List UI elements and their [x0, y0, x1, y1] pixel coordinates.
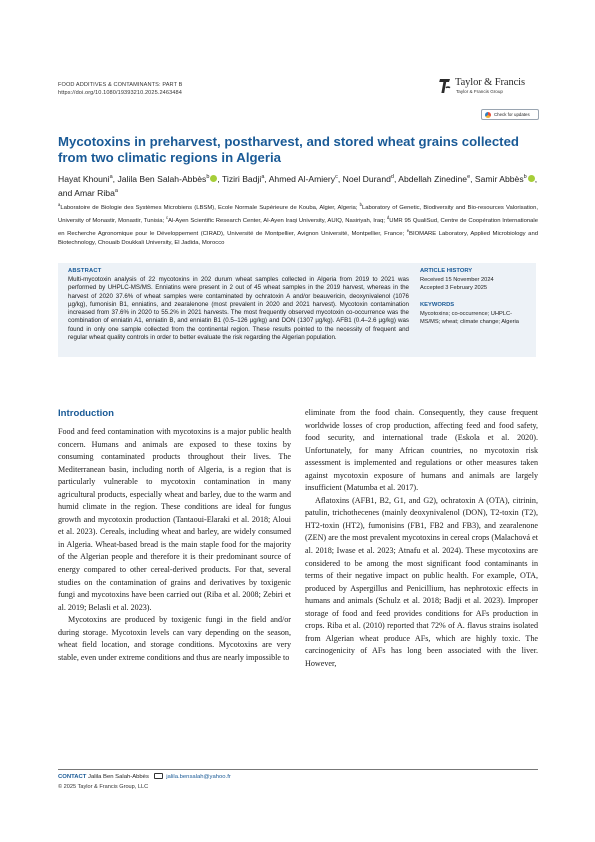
- check-updates-button[interactable]: [481, 109, 539, 120]
- contact-name: Jalila Ben Salah-Abbès: [88, 774, 149, 780]
- author-list: Hayat Khouni$^a$, Jalila Ben Salah-Abbès$^b$ , Tiziri Badji$^a$, Ahmed Al-Amiery$^c$, Noel Durand$^d$, Abdellah Zinedine$^e$, Samir Abbès$^b$ , and Amar Riba$^a$: [58, 173, 538, 199]
- author-affiliation-mark: b: [206, 174, 210, 180]
- body-column-left: [58, 426, 291, 664]
- affiliation-mark: a: [58, 202, 61, 207]
- contact-line: [58, 773, 231, 780]
- affiliation-mark: b: [359, 202, 362, 207]
- affiliation-mark: e: [406, 228, 410, 234]
- accepted-date: Accepted 3 February 2025: [420, 285, 488, 291]
- author-affiliation-mark: d: [390, 174, 394, 180]
- keywords-text: Mycotoxins; co-occurrence; UHPLC-MS/MS; wheat; climate change; Algeria: [420, 311, 519, 326]
- author-name: Abdellah Zinedine: [398, 173, 468, 184]
- author-affiliation-mark: c: [335, 174, 338, 180]
- author-name: Jalila Ben Salah-Abbès: [117, 173, 207, 184]
- author-name: Samir Abbès: [474, 173, 524, 184]
- footer-divider: [58, 769, 538, 770]
- affiliation-mark: d: [386, 215, 390, 221]
- orcid-icon[interactable]: [528, 175, 535, 182]
- author-name: Hayat Khouni: [58, 173, 110, 184]
- journal-name: FOOD ADDITIVES & CONTAMINANTS: PART B: [58, 82, 183, 88]
- affiliation-mark: c: [165, 215, 169, 221]
- publisher-logo: [438, 76, 540, 98]
- publisher-name: Taylor & Francis: [455, 77, 525, 88]
- email-icon: [154, 773, 163, 779]
- author-affiliation-mark: a: [109, 174, 113, 180]
- abstract-text: Multi-mycotoxin analysis of 22 mycotoxins in 202 durum wheat samples collected in Algeria from 2019 to 2021 was performed by UHPLC-MS/MS. Enniatins were present in 2 out of 45 wheat samples in the 2019 harvest, whereas in the harvest of 2020 37.6% of wheat samples were contaminated by ochratoxin A and/or beauvericin, deoxynivalenol (1076 µg/kg), fumonisin B1, enniatins, and zearalenone (most prevalent in 2020 and 2021 harvest). Mycotoxin contamination increased from 37.6% in 2020 to 55.2% in 2021 harvests. The most frequently observed mycotoxin co-occurrence was the combination of enniatin A1, enniatin B, and enniatin B1 (0.5–126 µg/kg) and DON (1307 µg/kg). AFB1 (0.4–2.6 µg/kg) was found in only one sample collected from the continental region. These results pointed to the necessity of frequent and regular wheat quality controls in order to better evaluate the risk regarding the Algerian population.: [68, 276, 409, 342]
- affiliations: [58, 200, 538, 248]
- body-paragraph: Aflatoxins (AFB1, B2, G1, and G2), ochratoxin A (OTA), citrinin, patulin, trichothecenes (mainly deoxynivalenol (DON), T2-toxin (T2), HT2-toxin (HT2), fumonisins (FB1, FB2 and FB3), and zearalenone (ZEN) are the most prevalent mycotoxins in cereal crops (Malachová et al. 2018; Iwase et al. 2023; Atnafu et al. 2024). These mycotoxins are considered to be among the most significant food contaminants in terms of their negative impact on public health. For example, OTA, produced by Aspergillus and Penicillium, has nephrotoxic effects in humans and animals (Schulz et al. 2018; Badji et al. 2023). Improper storage of food and feed provides conditions for AFs production in crops. Riba et al. (2010) reported that 72% of A. flavus strains isolated from Algerian wheat produce AFs, which are highly toxic. The carcinogenicity of AFs has long been associated with the liver. However,: [305, 495, 538, 668]
- journal-header: [58, 82, 183, 97]
- taylor-francis-logo-icon: [438, 78, 452, 94]
- introduction-heading: Introduction: [58, 408, 114, 419]
- contact-email-link[interactable]: jalila.bensalah@yahoo.fr: [166, 774, 231, 780]
- affiliation-text: Laboratoire de Biologie des Systèmes Microbiens (LBSM), Ecole Normale Supérieure de Kouba, Algier, Algeria;: [60, 204, 360, 211]
- orcid-icon[interactable]: [210, 175, 217, 182]
- author-name: Tiziri Badji: [222, 173, 262, 184]
- author-affiliation-mark: a: [261, 174, 265, 180]
- author-affiliation-mark: a: [114, 188, 118, 195]
- author-affiliation-mark: b: [523, 174, 527, 180]
- contact-label: CONTACT: [58, 774, 87, 780]
- article-title: Mycotoxins in preharvest, postharvest, and stored wheat grains collected from two climatic regions in Algeria: [58, 134, 519, 165]
- body-paragraph: Food and feed contamination with mycotoxins is a major public health concern. Humans and animals are exposed to these toxins by consuming contaminated products throughout their lives. The Mediterranean basin, including north of Algeria, is a region that is particularly vulnerable to mycotoxin contamination in many agricultural products, especially wheat and barley, due to the warm and humid climate in the region. These conditions are ideal for fungus growth and mycotoxin production (Tantaoui-Elaraki et al. 2018; Aloui et al. 2023). Cereals, including wheat and barley, are widely consumed in Algeria. Wheat-based bread is the main staple food for the majority of the Algerian people and therefore it is their predominant source of energy compared to other cereal-derived products. For that, several studies on the contamination of grains and derivatives by toxigenic fungi and mycotoxins have been carried out (Riba et al. 2008; Zebiri et al. 2019; Belasli et al. 2023).: [58, 427, 291, 612]
- affiliation-text: Al-Ayen Scientific Research Center, Al-Ayen Iraqi University, AUIQ, Nasiriyah, Iraq;: [168, 218, 387, 225]
- journal-doi[interactable]: https://doi.org/10.1080/19393210.2025.2463484: [58, 89, 182, 96]
- author-affiliation-mark: e: [467, 174, 471, 180]
- received-date: Received 15 November 2024: [420, 277, 494, 283]
- body-column-right: [305, 407, 538, 670]
- publisher-group: Taylor & Francis Group: [456, 89, 503, 94]
- check-updates-icon: [485, 112, 491, 118]
- copyright-notice: © 2025 Taylor & Francis Group, LLC: [58, 784, 149, 790]
- body-paragraph: eliminate from the food chain. Consequently, they cause frequent worldwide losses of crop production, affecting feed and food safety, food security, and international trade (Eskola et al. 2020). Unfortunately, for many African countries, no mycotoxin risk assessment is implemented and regulations or other measures taken against mycotoxin exposure of humans and animals are largely insufficient (Matumba et al. 2017).: [305, 408, 538, 493]
- affiliation-text: BIOMARE Laboratory, Applied Microbiology and Biotechnology, Chouaib Doukkali University, El Jadida, Morocco: [58, 231, 538, 247]
- check-updates-label: Check for updates: [494, 112, 530, 117]
- affiliation-text: UMR 95 QualiSud, Centre de Coopération Internationale en Recherche Agronomique pour le Développement (CIRAD), Université de Montpellier, Avignon Université, Montpellier, France;: [58, 218, 538, 238]
- article-history-heading: ARTICLE HISTORY: [420, 268, 473, 274]
- affiliation-text: Laboratory of Genetic, Biodiversity and Bio-resources Valorisation, University of Monastir, Monastir, Tunisia;: [58, 204, 538, 225]
- abstract-heading: ABSTRACT: [68, 268, 102, 274]
- author-name: Ahmed Al-Amiery: [268, 173, 336, 184]
- body-paragraph: Mycotoxins are produced by toxigenic fungi in the field and/or during storage. Mycotoxin levels can vary depending on the season, wheat field location, and storage conditions. Mycotoxins are very stable, even under extreme conditions and thus are nearly impossible to: [58, 615, 291, 662]
- author-name: Amar Riba: [74, 188, 115, 199]
- author-name: Noel Durand: [342, 173, 391, 184]
- keywords-heading: KEYWORDS: [420, 302, 455, 308]
